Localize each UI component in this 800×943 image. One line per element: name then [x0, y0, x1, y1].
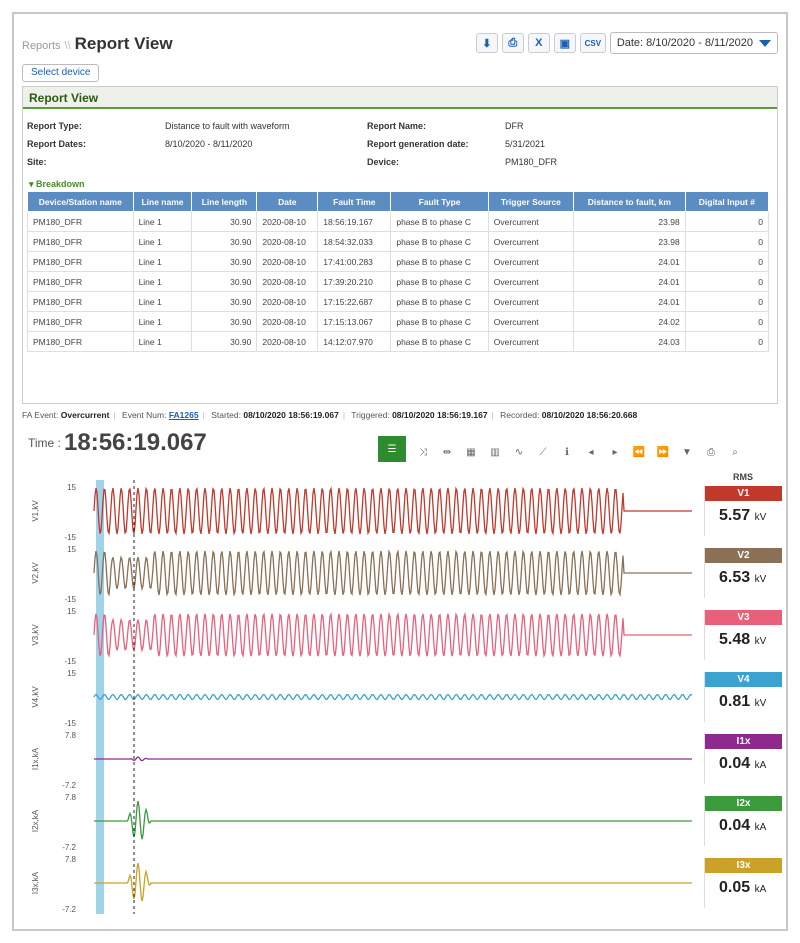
panel-title: Report View — [23, 87, 777, 109]
report-dates-value: 8/10/2020 - 8/11/2020 — [165, 139, 253, 149]
table-cell: 24.01 — [574, 292, 686, 312]
table-cell: phase B to phase C — [391, 312, 488, 332]
axis-tick-top: 15 — [67, 669, 76, 678]
filter-icon[interactable]: ▼ — [682, 446, 692, 458]
triggered-label: Triggered: — [351, 410, 390, 420]
table-cell: Overcurrent — [488, 232, 573, 252]
zoom-icon[interactable]: ⌕ — [732, 446, 738, 458]
toolbar — [476, 32, 778, 54]
date-range-label: Date: 8/10/2020 - 8/11/2020 — [616, 37, 753, 49]
table-cell: PM180_DFR — [28, 212, 134, 232]
channel-axis-label: V3,kV — [31, 624, 40, 646]
rms-value: 5.48 kV — [719, 631, 767, 648]
report-name-value: DFR — [505, 121, 524, 131]
fa-event-label: FA Event: — [22, 410, 59, 420]
table-cell: 30.90 — [192, 232, 257, 252]
table-cell: 18:56:19.167 — [318, 212, 391, 232]
rms-channel-tag: I1x — [705, 734, 782, 749]
gen-date-label: Report generation date: — [367, 139, 469, 149]
table-cell: 0 — [685, 272, 768, 292]
top-bar — [22, 28, 778, 58]
table-cell: 2020-08-10 — [257, 232, 318, 252]
axis-tick-top: 7.8 — [64, 731, 76, 740]
waveform-chart[interactable] — [24, 474, 696, 934]
rms-unit: kV — [754, 512, 767, 523]
axis-tick-top: 7.8 — [64, 855, 76, 864]
fa-event-value: Overcurrent — [60, 410, 110, 420]
report-name-label: Report Name: — [367, 121, 427, 131]
table-cell: PM180_DFR — [28, 332, 134, 352]
recorded-label: Recorded: — [500, 410, 540, 420]
waveform-series-i2x — [94, 801, 692, 839]
table-row[interactable] — [28, 312, 769, 332]
breadcrumb-reports-link[interactable]: Reports — [22, 40, 61, 52]
table-cell: PM180_DFR — [28, 272, 134, 292]
table-cell: 30.90 — [192, 252, 257, 272]
table-cell: 0 — [685, 252, 768, 272]
select-device-button[interactable]: Select device — [22, 64, 99, 82]
waveform-series-v4 — [94, 695, 692, 700]
table-cell: Line 1 — [133, 272, 192, 292]
breakdown-toggle[interactable]: ▾ Breakdown — [29, 179, 85, 189]
rms-box-i1x — [704, 734, 782, 784]
table-icon[interactable]: ▦ — [466, 446, 476, 458]
table-row[interactable] — [28, 332, 769, 352]
table-cell: 18:54:32.033 — [318, 232, 391, 252]
table-cell: 24.01 — [574, 252, 686, 272]
report-window — [12, 12, 788, 931]
table-cell: 17:39:20.210 — [318, 272, 391, 292]
table-cell: 2020-08-10 — [257, 212, 318, 232]
time-label: Time : — [28, 436, 61, 450]
column-header[interactable]: Trigger Source — [488, 192, 573, 212]
column-header[interactable]: Device/Station name — [28, 192, 134, 212]
channel-axis-label: V1,kV — [31, 500, 40, 522]
table-cell: 0 — [685, 332, 768, 352]
csv-icon[interactable]: CSV — [580, 33, 606, 53]
channel-axis-label: I1x,kA — [31, 747, 40, 771]
table-cell: Overcurrent — [488, 212, 573, 232]
table-cell: 24.01 — [574, 272, 686, 292]
rms-unit: kA — [754, 884, 767, 895]
date-range-dropdown[interactable] — [610, 32, 778, 54]
table-row[interactable] — [28, 252, 769, 272]
fast-forward-icon[interactable]: ⏩ — [656, 446, 670, 458]
table-cell: 14:12:07.970 — [318, 332, 391, 352]
table-cell: 2020-08-10 — [257, 312, 318, 332]
waveform-series-i1x — [94, 757, 692, 761]
column-header[interactable]: Line length — [192, 192, 257, 212]
table-cell: 23.98 — [574, 232, 686, 252]
table-cell: phase B to phase C — [391, 212, 488, 232]
table-cell: PM180_DFR — [28, 252, 134, 272]
report-type-value: Distance to fault with waveform — [165, 121, 290, 131]
table-cell: 17:15:22.687 — [318, 292, 391, 312]
rms-channel-tag: V4 — [705, 672, 782, 687]
table-cell: 0 — [685, 212, 768, 232]
rms-box-v3 — [704, 610, 782, 660]
table-cell: 17:41:00.283 — [318, 252, 391, 272]
table-cell: 2020-08-10 — [257, 292, 318, 312]
table-cell: PM180_DFR — [28, 312, 134, 332]
column-header[interactable]: Fault Time — [318, 192, 391, 212]
rms-value: 6.53 kV — [719, 569, 767, 586]
table-row[interactable] — [28, 212, 769, 232]
rms-box-v1 — [704, 486, 782, 536]
rms-header: RMS — [733, 472, 753, 482]
waveform-series-v1 — [94, 488, 692, 534]
started-value: 08/10/2020 18:56:19.067 — [243, 410, 339, 420]
table-cell: 17:15:13.067 — [318, 312, 391, 332]
info-icon[interactable]: ℹ — [565, 446, 569, 458]
table-cell: 30.90 — [192, 212, 257, 232]
breadcrumb-separator: \\ — [64, 40, 71, 52]
axis-tick-bottom: -7.2 — [62, 781, 76, 790]
page-title: Report View — [74, 34, 173, 53]
chart-toolbar — [378, 442, 742, 462]
save-icon[interactable]: ▣ — [554, 33, 576, 53]
table-cell: Line 1 — [133, 312, 192, 332]
rms-channel-tag: V1 — [705, 486, 782, 501]
device-label: Device: — [367, 157, 400, 167]
table-cell: PM180_DFR — [28, 292, 134, 312]
table-cell: Line 1 — [133, 212, 192, 232]
table-cell: Overcurrent — [488, 312, 573, 332]
rms-channel-tag: I3x — [705, 858, 782, 873]
waveform-series-v3 — [94, 614, 692, 656]
table-row[interactable] — [28, 232, 769, 252]
table-cell: 23.98 — [574, 212, 686, 232]
table-cell: phase B to phase C — [391, 252, 488, 272]
chevron-down-icon — [759, 40, 771, 47]
table-cell: 0 — [685, 232, 768, 252]
split-icon[interactable]: ⇹ — [442, 446, 452, 458]
column-header[interactable]: Date — [257, 192, 318, 212]
report-type-label: Report Type: — [27, 121, 82, 131]
rms-value: 0.04 kA — [719, 817, 767, 834]
axis-tick-top: 7.8 — [64, 793, 76, 802]
channel-axis-label: V2,kV — [31, 562, 40, 584]
table-cell: 0 — [685, 312, 768, 332]
axis-tick-bottom: -15 — [64, 657, 76, 666]
line-chart-icon[interactable]: ⟋ — [539, 446, 547, 458]
channel-axis-label: I2x,kA — [31, 809, 40, 833]
time-value: 18:56:19.067 — [64, 429, 207, 456]
waveform-series-i3x — [94, 863, 692, 901]
rms-unit: kA — [754, 760, 767, 771]
table-cell: 2020-08-10 — [257, 252, 318, 272]
excel-icon[interactable]: X — [528, 33, 550, 53]
axis-tick-bottom: -15 — [64, 595, 76, 604]
rms-unit: kA — [754, 822, 767, 833]
table-cell: phase B to phase C — [391, 272, 488, 292]
table-cell: Overcurrent — [488, 332, 573, 352]
print-chart-icon[interactable]: ⎙ — [707, 446, 715, 458]
table-cell: Line 1 — [133, 252, 192, 272]
layout-icon[interactable]: ☰ — [378, 436, 406, 462]
rms-value: 0.81 kV — [719, 693, 767, 710]
breadcrumb — [22, 34, 173, 54]
table-cell: Overcurrent — [488, 292, 573, 312]
started-label: Started: — [211, 410, 241, 420]
table-cell: 30.90 — [192, 292, 257, 312]
table-cell: 30.90 — [192, 332, 257, 352]
prev-icon[interactable]: ◂ — [588, 446, 594, 458]
table-cell: phase B to phase C — [391, 292, 488, 312]
table-cell: phase B to phase C — [391, 232, 488, 252]
device-value: PM180_DFR — [505, 157, 558, 167]
download-icon[interactable]: ⬇ — [476, 33, 498, 53]
table-cell: 24.02 — [574, 312, 686, 332]
column-header[interactable]: Distance to fault, km — [574, 192, 686, 212]
rms-box-v4 — [704, 672, 782, 722]
rms-unit: kV — [754, 636, 767, 647]
rms-box-i3x — [704, 858, 782, 908]
event-num-link[interactable]: FA1265 — [168, 410, 199, 420]
recorded-value: 08/10/2020 18:56:20.668 — [541, 410, 638, 420]
table-row[interactable] — [28, 292, 769, 312]
table-cell: Line 1 — [133, 332, 192, 352]
shuffle-icon[interactable]: ⤨ — [419, 446, 427, 458]
rms-unit: kV — [754, 574, 767, 585]
next-icon[interactable]: ▸ — [612, 446, 618, 458]
axis-tick-bottom: -15 — [64, 719, 76, 728]
table-cell: 2020-08-10 — [257, 332, 318, 352]
column-header[interactable]: Digital Input # — [685, 192, 768, 212]
event-num-label: Event Num: — [122, 410, 167, 420]
axis-tick-bottom: -15 — [64, 533, 76, 542]
table-cell: PM180_DFR — [28, 232, 134, 252]
wave-icon[interactable]: ∿ — [514, 446, 524, 458]
table-cell: 30.90 — [192, 312, 257, 332]
gen-date-value: 5/31/2021 — [505, 139, 546, 149]
table-cell: Overcurrent — [488, 272, 573, 292]
table-cell: Line 1 — [133, 292, 192, 312]
rms-channel-tag: V2 — [705, 548, 782, 563]
axis-tick-top: 15 — [67, 607, 76, 616]
waveform-series-v2 — [94, 551, 692, 595]
print-icon[interactable]: ⎙ — [502, 33, 524, 53]
channel-axis-label: I3x,kA — [31, 871, 40, 895]
table-cell: 0 — [685, 292, 768, 312]
report-dates-label: Report Dates: — [27, 139, 87, 149]
rms-value: 0.04 kA — [719, 755, 767, 772]
report-panel — [22, 86, 778, 404]
rms-box-i2x — [704, 796, 782, 846]
triggered-value: 08/10/2020 18:56:19.167 — [392, 410, 488, 420]
axis-tick-top: 15 — [67, 483, 76, 492]
rms-box-v2 — [704, 548, 782, 598]
table-cell: Overcurrent — [488, 252, 573, 272]
rms-unit: kV — [754, 698, 767, 709]
table-cell: 24.03 — [574, 332, 686, 352]
report-meta — [23, 109, 777, 177]
rms-value: 0.05 kA — [719, 879, 767, 896]
channel-axis-label: V4,kV — [31, 686, 40, 708]
table-cell: Line 1 — [133, 232, 192, 252]
rewind-icon[interactable]: ⏪ — [632, 446, 646, 458]
rms-channel-tag: V3 — [705, 610, 782, 625]
table-cell: 2020-08-10 — [257, 272, 318, 292]
site-label: Site: — [27, 157, 47, 167]
rms-channel-tag: I2x — [705, 796, 782, 811]
fault-table — [27, 191, 769, 352]
axis-tick-bottom: -7.2 — [62, 843, 76, 852]
event-info-line: FA Event: Overcurrent | Event Num: FA1265 | Started: 08/10/2020 18:56:19.067 | Triggered: 08/10/2020 18:56:19.167 | Recorded: 08/10/2020 18:56:20.668 — [22, 410, 638, 420]
rms-value: 5.57 kV — [719, 507, 767, 524]
axis-tick-bottom: -7.2 — [62, 905, 76, 914]
column-header[interactable]: Fault Type — [391, 192, 488, 212]
bar-chart-icon[interactable]: ▥ — [490, 446, 500, 458]
table-header-row — [28, 192, 769, 212]
axis-tick-top: 15 — [67, 545, 76, 554]
table-cell: 30.90 — [192, 272, 257, 292]
column-header[interactable]: Line name — [133, 192, 192, 212]
table-row[interactable] — [28, 272, 769, 292]
table-cell: phase B to phase C — [391, 332, 488, 352]
